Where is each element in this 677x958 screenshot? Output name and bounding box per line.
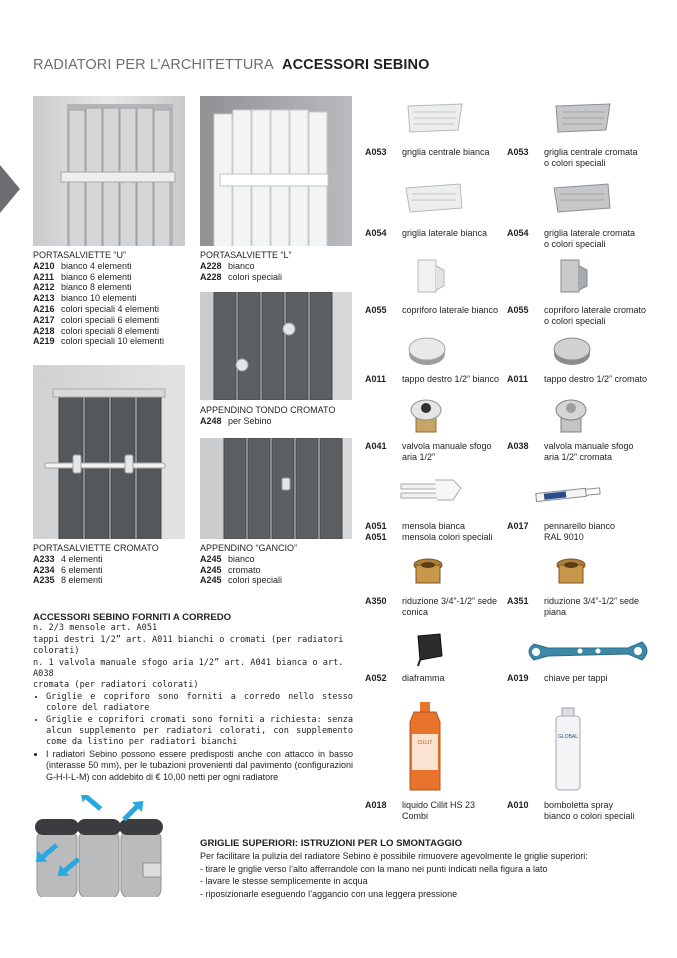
page-title: RADIATORI PER L’ARCHITETTURA ACCESSORI SEBINO xyxy=(33,57,430,73)
photo-appendino-tondo xyxy=(200,292,352,400)
accessory-a017: A017 pennarello bianco RAL 9010 xyxy=(507,521,616,542)
accessory-a054-chrome: A054 griglia laterale cromata o colori speciali xyxy=(507,228,636,249)
accessory-a019: A019 chiave per tappi xyxy=(507,673,608,683)
spray-can-image xyxy=(548,706,588,792)
accessory-a011-chrome: A011 tappo destro 1/2” cromato xyxy=(507,374,648,384)
svg-text:GLOBAL: GLOBAL xyxy=(557,734,579,740)
photo-portasalviette-cromato xyxy=(33,365,185,539)
supplied-bullet: • Griglie e copriforo sono forniti a corredo nello stesso colore del radiatore xyxy=(46,692,353,715)
pennarello-image xyxy=(530,484,610,504)
supplied-bullet: • Griglie e coprifori cromati sono forniti a richiesta: senza alcun supplemento per radiatori colorati, con supplemento come da listino per radiatori bianchi xyxy=(46,715,353,749)
photo-portasalviette-l xyxy=(200,96,352,246)
accessory-a038: A038 valvola manuale sfogo aria 1/2” cromata xyxy=(507,441,634,462)
accessory-a011-white: A011 tappo destro 1/2” bianco xyxy=(365,374,500,384)
accessory-a041: A041 valvola manuale sfogo aria 1/2” xyxy=(365,441,492,462)
supplied-heading: ACCESSORI SEBINO FORNITI A CORREDO xyxy=(33,612,232,623)
photo-appendino-gancio xyxy=(200,438,352,539)
accessory-a350: A350 riduzione 3/4”-1/2” sede conica xyxy=(365,596,498,617)
accessory-a051: A051 mensola bianca A051 mensola colori speciali xyxy=(365,521,493,542)
caption-appendino-tondo: APPENDINO TONDO CROMATO A248 per Sebino xyxy=(200,405,336,426)
tappo-cromato-image xyxy=(549,334,595,368)
instruction-step: - riposizionarle eseguendo l’aggancio con una leggera pressione xyxy=(200,888,458,899)
riduzione-piana-image xyxy=(553,555,589,591)
riduzione-conica-image xyxy=(410,555,446,591)
instructions-heading: GRIGLIE SUPERIORI: ISTRUZIONI PER LO SMONTAGGIO xyxy=(200,838,463,849)
accessory-a053-white: A053 griglia centrale bianca xyxy=(365,147,490,157)
instruction-step: - lavare le stesse semplicemente in acqua xyxy=(200,876,368,887)
svg-text:CILLIT: CILLIT xyxy=(417,740,433,746)
radiator-l-illustration xyxy=(200,96,352,246)
photo-portasalviette-u xyxy=(33,96,185,246)
mensola-image xyxy=(395,476,465,506)
accessory-a052: A052 diaframma xyxy=(365,673,445,683)
cillit-bottle-image xyxy=(400,700,450,792)
valvola-cromata-image xyxy=(551,396,591,434)
diaframma-image xyxy=(410,630,446,668)
page-tab-marker xyxy=(0,165,20,213)
accessory-a351: A351 riduzione 3/4”-1/2” sede piana xyxy=(507,596,640,617)
tappo-bianco-image xyxy=(404,334,450,368)
appendino-tondo-illustration xyxy=(200,292,352,400)
accessory-a054-white: A054 griglia laterale bianca xyxy=(365,228,488,238)
chiave-image xyxy=(520,636,656,666)
copriforo-cromato-image xyxy=(553,256,593,298)
radiator-u-illustration xyxy=(33,96,185,246)
instruction-step: - tirare le griglie verso l’alto afferrandole con la mano nei punti indicati nella figura a lato xyxy=(200,863,548,874)
griglie-removal-illustration xyxy=(33,795,183,897)
griglia-laterale-cromata-image xyxy=(548,178,618,218)
supplied-bullet: • I radiatori Sebino possono essere predisposti anche con attacco in basso (interasse 50 mm), per le tubazioni provenienti dal pavimento (configurazioni G-H-I-L-M) con addebito di € 10,00 netti per ogni radiatore xyxy=(46,749,353,783)
valvola-bianca-image xyxy=(406,396,446,434)
accessory-a018: A018 liquido Cillit HS 23 Combi xyxy=(365,800,476,821)
caption-appendino-gancio: APPENDINO “GANCIO” A245 bianco A245 cromato A245 colori speciali xyxy=(200,543,298,586)
instructions-section xyxy=(200,838,640,900)
caption-portasalviette-l: PORTASALVIETTE “L” A228 bianco A228 colori speciali xyxy=(200,250,292,282)
copriforo-bianco-image xyxy=(410,256,450,298)
supplied-accessories-section: ACCESSORI SEBINO FORNITI A CORREDO n. 2/3 mensole art. A051 tappi destri 1/2” art. A011 bianchi o cromati (per radiatori colorati) n. 1 valvola manuale sfogo aria 1/2” art. A041 bianca o art. A038 cromata (per radiatori colorati) • Griglie e copriforo sono forniti a corredo nello stesso colore del radiatore • Griglie e coprifori cromati sono forniti a richiesta: senza alcun supplemento per radiatori colorati, con supplemento come da listino per radiatori bianchi • I radiatori Sebino possono essere predisposti anche con attacco in basso (interasse 50 mm), per le tubazioni provenienti dal pavimento (configurazioni G-H-I-L-M) con addebito di € 10,00 netti per ogni radiatore xyxy=(33,612,353,783)
portasalviette-cromato-illustration xyxy=(33,365,185,539)
accessory-a055-chrome: A055 copriforo laterale cromato o colori speciali xyxy=(507,305,647,326)
griglia-centrale-cromata-image xyxy=(548,98,618,138)
griglia-centrale-bianca-image xyxy=(400,98,470,138)
griglia-laterale-bianca-image xyxy=(400,178,470,218)
accessory-a055-white: A055 copriforo laterale bianco xyxy=(365,305,499,315)
caption-portasalviette-u: PORTASALVIETTE “U” A210 bianco 4 elementi A211 bianco 6 elementi A212 bianco 8 elementi A213 bianco 10 elementi A216 colori speciali 4 elementi A217 colori speciali 6 elementi A218 colori speciali 8 elementi A219 colori speciali 10 elementi xyxy=(33,250,165,347)
appendino-gancio-illustration xyxy=(200,438,352,539)
accessory-a010: A010 bomboletta spray bianco o colori speciali xyxy=(507,800,635,821)
caption-portasalviette-cromato: PORTASALVIETTE CROMATO A233 4 elementi A234 6 elementi A235 8 elementi xyxy=(33,543,159,586)
instructions-intro: Per facilitare la pulizia del radiatore Sebino è possibile rimuovere agevolmente le griglie superiori: xyxy=(200,851,588,862)
accessory-a053-chrome: A053 griglia centrale cromata o colori speciali xyxy=(507,147,638,168)
